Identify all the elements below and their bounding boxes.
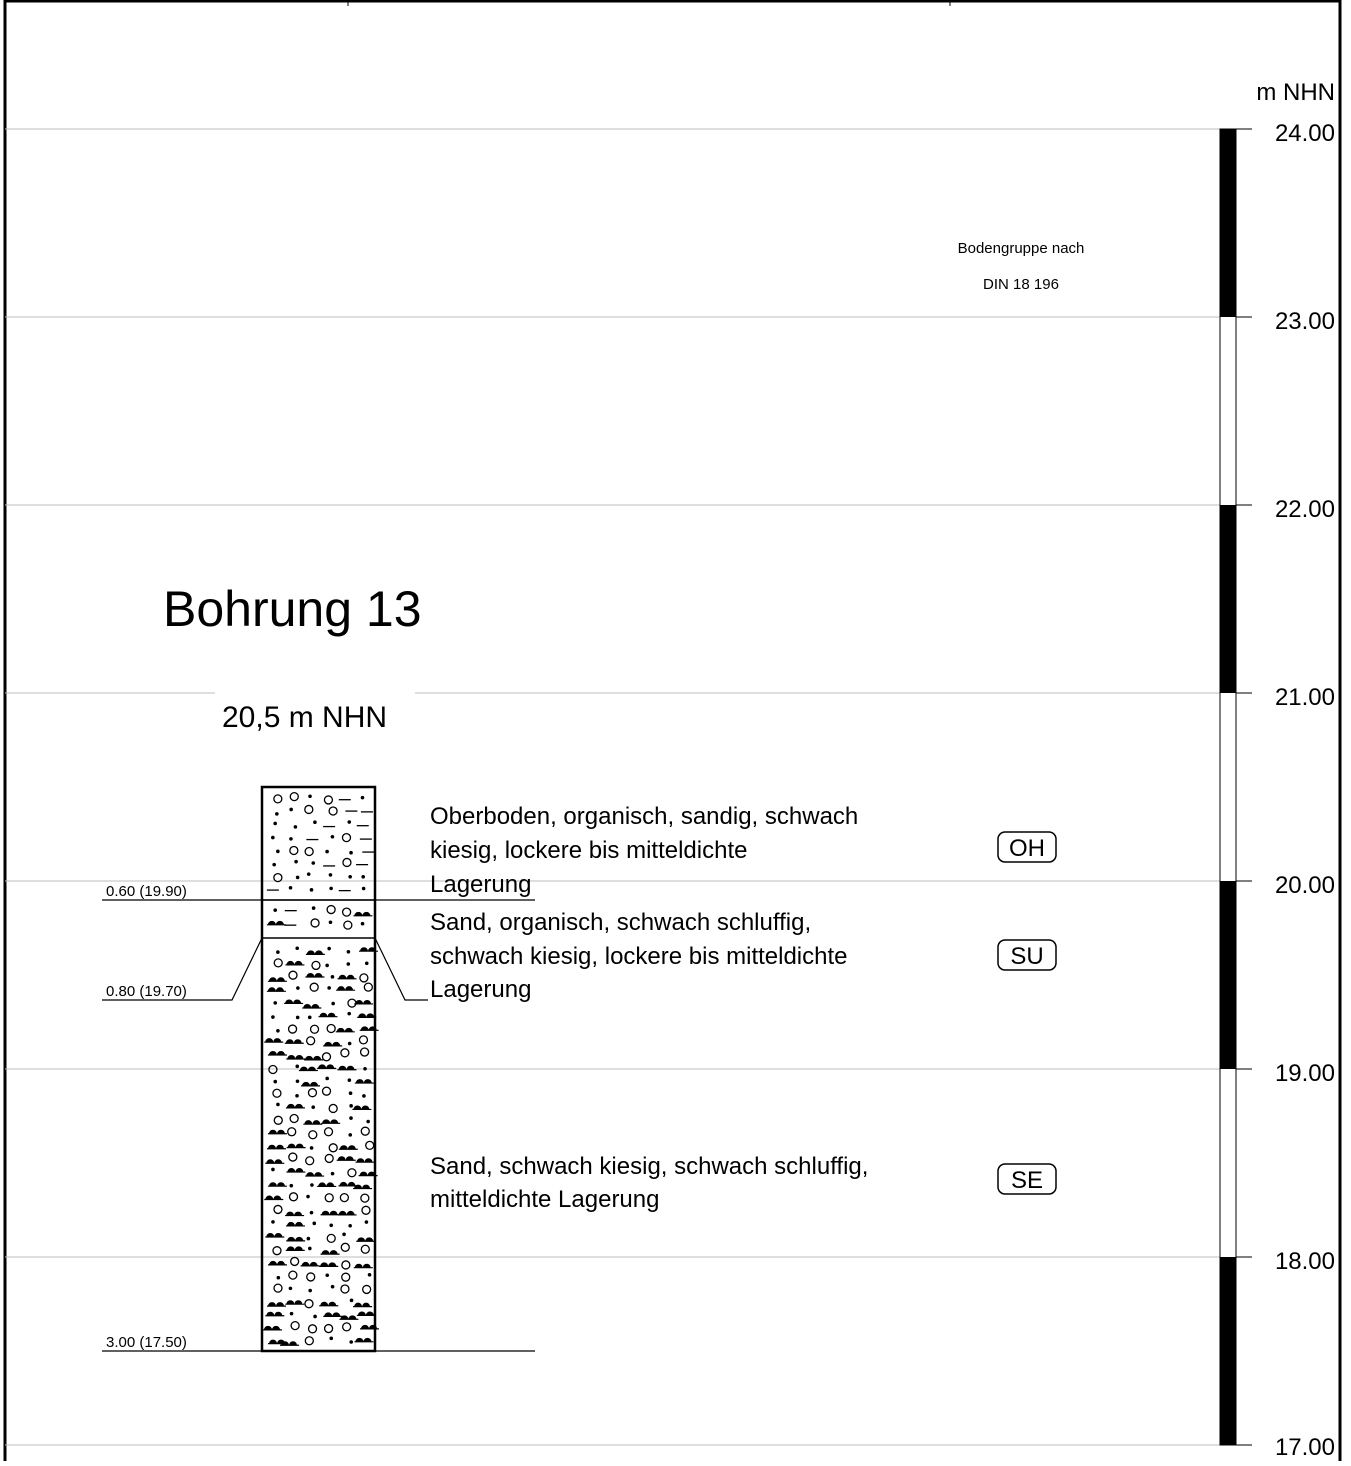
- soil-symbol-gravel: [325, 1194, 333, 1202]
- soil-symbol-gravel: [305, 1300, 313, 1308]
- soil-symbol-gravel: [343, 858, 351, 866]
- soil-symbol-gravel: [312, 961, 320, 969]
- elevation-unit-label: m NHN: [1256, 79, 1335, 106]
- layer-description-se: [430, 1153, 868, 1213]
- soil-group-code: OH: [1009, 835, 1045, 862]
- soil-symbol-dot: [307, 872, 311, 876]
- soil-symbol-gravel: [305, 1337, 313, 1345]
- layer-description-line: Lagerung: [430, 871, 532, 898]
- soil-symbol-dot: [273, 908, 277, 912]
- soil-symbol-dot: [368, 1273, 372, 1277]
- soil-symbol-dot: [348, 1042, 352, 1046]
- soil-group-code: SE: [1010, 1167, 1044, 1194]
- soil-symbol-gravel: [305, 805, 313, 813]
- soil-symbol-gravel: [309, 1131, 317, 1139]
- soil-symbol-dot: [271, 836, 275, 840]
- soil-symbol-dot: [329, 887, 333, 891]
- scale-label: 18.00: [1274, 1248, 1335, 1275]
- soil-symbol-gravel: [324, 796, 332, 804]
- layer-description-line: kiesig, lockere bis mitteldichte: [430, 837, 748, 864]
- soil-symbol-gravel: [288, 1128, 296, 1136]
- soil-symbol-dot: [310, 1146, 314, 1150]
- soil-symbol-gravel: [362, 1206, 370, 1214]
- soil-symbol-gravel: [306, 1157, 314, 1165]
- soil-symbol-dot: [348, 1078, 352, 1082]
- soil-symbol-dot: [276, 950, 280, 954]
- soil-symbol-dot: [308, 794, 312, 798]
- layer-description-oh: [430, 803, 858, 898]
- soil-symbol-gravel: [310, 983, 318, 991]
- soil-symbol-dot: [327, 986, 331, 990]
- layer-description-line: Sand, organisch, schwach schluffig,: [430, 909, 812, 936]
- scale-bar-black-segment: [1220, 1257, 1236, 1445]
- soil-symbol-gravel: [329, 1144, 337, 1152]
- scale-label: 24.00: [1274, 120, 1335, 147]
- soil-symbol-dot: [295, 946, 299, 950]
- soil-symbol-dot: [289, 886, 293, 890]
- borehole-title: Bohrung 13: [163, 581, 422, 637]
- soil-symbol-dot: [329, 920, 333, 924]
- soil-symbol-gravel: [348, 1169, 356, 1177]
- soil-symbol-gravel: [274, 1284, 282, 1292]
- soil-symbol-gravel: [344, 921, 352, 929]
- soil-symbol-dot: [271, 1220, 275, 1224]
- soil-symbol-gravel: [342, 834, 350, 842]
- soil-symbol-gravel: [289, 1025, 297, 1033]
- soil-symbol-dot: [349, 851, 353, 855]
- scale-label: 22.00: [1274, 496, 1335, 523]
- soil-symbol-gravel: [363, 1285, 371, 1293]
- soil-symbol-gravel: [360, 974, 368, 982]
- soil-symbol-gravel: [290, 846, 298, 854]
- soil-symbol-dot: [273, 822, 277, 826]
- soil-symbol-gravel: [290, 1193, 298, 1201]
- scale-label: 17.00: [1274, 1434, 1335, 1461]
- soil-symbol-gravel: [340, 1194, 348, 1202]
- soil-symbol-dot: [361, 796, 365, 800]
- soil-symbol-gravel: [274, 874, 282, 882]
- soil-symbol-dot: [362, 887, 366, 891]
- soil-symbol-gravel: [323, 1053, 331, 1061]
- soil-symbol-dot: [331, 975, 335, 979]
- scale-label: 20.00: [1274, 872, 1335, 899]
- soil-symbol-dot: [331, 1002, 335, 1006]
- soil-symbol-gravel: [291, 1257, 299, 1265]
- soil-symbol-dot: [273, 1080, 277, 1084]
- layer-description-line: Lagerung: [430, 976, 532, 1003]
- soil-symbol-gravel: [290, 793, 298, 801]
- soil-symbol-dot: [313, 820, 317, 824]
- soil-symbol-dot: [308, 1016, 312, 1020]
- soil-symbol-dot: [311, 861, 315, 865]
- soil-symbol-gravel: [329, 1104, 337, 1112]
- soil-symbol-dot: [349, 1116, 353, 1120]
- soil-symbol-dot: [348, 875, 352, 879]
- soil-group-code: SU: [1010, 943, 1044, 970]
- soil-symbol-dot: [350, 1299, 354, 1303]
- soil-symbol-dot: [290, 1312, 294, 1316]
- soil-symbol-gravel: [323, 1087, 331, 1095]
- soil-symbol-dot: [271, 1015, 275, 1019]
- soil-symbol-dot: [308, 1247, 312, 1251]
- scale-bar-black-segment: [1220, 129, 1236, 317]
- soil-symbol-gravel: [361, 1194, 369, 1202]
- soil-symbol-dot: [277, 1276, 281, 1280]
- soil-symbol-gravel: [274, 1116, 282, 1124]
- soil-symbol-dot: [342, 1232, 346, 1236]
- scale-label: 19.00: [1274, 1060, 1335, 1087]
- soil-symbol-gravel: [342, 1273, 350, 1281]
- soil-symbol-dot: [365, 1220, 369, 1224]
- soil-symbol-dot: [307, 1237, 311, 1241]
- soil-symbol-dot: [308, 1289, 312, 1293]
- soil-group-badge-su: [998, 940, 1056, 970]
- soil-symbol-gravel: [290, 1115, 298, 1123]
- soil-symbol-dot: [313, 1315, 317, 1319]
- soil-symbol-gravel: [348, 999, 356, 1007]
- soil-symbol-dot: [347, 1012, 351, 1016]
- soil-symbol-dot: [289, 837, 293, 841]
- soil-symbol-gravel: [327, 1024, 335, 1032]
- soil-symbol-dot: [296, 986, 300, 990]
- soil-symbol-dot: [295, 1065, 299, 1069]
- soil-symbol-gravel: [289, 1153, 297, 1161]
- soil-group-heading-line2: DIN 18 196: [983, 276, 1059, 293]
- soil-symbol-dot: [325, 1273, 329, 1277]
- soil-symbol-dot: [331, 835, 335, 839]
- soil-symbol-gravel: [343, 908, 351, 916]
- soil-symbol-dot: [347, 820, 351, 824]
- soil-symbol-dot: [311, 1105, 315, 1109]
- depth-label: 0.80 (19.70): [106, 983, 187, 1000]
- soil-symbol-gravel: [273, 1089, 281, 1097]
- soil-symbol-dot: [329, 1223, 333, 1227]
- ground-level-label: 20,5 m NHN: [222, 701, 388, 734]
- soil-symbol-gravel: [361, 1127, 369, 1135]
- soil-symbol-dot: [329, 873, 333, 877]
- soil-symbol-dot: [349, 1104, 353, 1108]
- scale-bar-outline: [1220, 129, 1236, 1445]
- soil-symbol-dot: [349, 1340, 353, 1344]
- soil-symbol-dot: [325, 1077, 329, 1081]
- soil-symbol-gravel: [273, 1247, 281, 1255]
- soil-group-heading-line1: Bodengruppe nach: [957, 240, 1085, 257]
- depth-label: 3.00 (17.50): [106, 1334, 187, 1351]
- soil-symbol-gravel: [361, 1048, 369, 1056]
- soil-symbol-gravel: [341, 1243, 349, 1251]
- soil-symbol-dot: [331, 1285, 335, 1289]
- soil-symbol-dot: [294, 825, 298, 829]
- soil-symbol-gravel: [274, 959, 282, 967]
- soil-symbol-gravel: [269, 1066, 277, 1074]
- soil-symbol-dot: [325, 850, 329, 854]
- soil-symbol-dot: [289, 1287, 293, 1291]
- soil-symbol-gravel: [311, 1025, 319, 1033]
- soil-symbol-dot: [273, 1001, 277, 1005]
- soil-symbol-dot: [325, 964, 329, 968]
- layer-description-line: schwach kiesig, lockere bis mitteldichte: [430, 943, 848, 970]
- soil-symbol-gravel: [341, 1049, 349, 1057]
- soil-symbol-dot: [289, 808, 293, 812]
- scale-label: 21.00: [1274, 684, 1335, 711]
- depth-label: 0.60 (19.90): [106, 883, 187, 900]
- soil-symbol-dot: [306, 1195, 310, 1199]
- soil-symbol-dot: [312, 906, 316, 910]
- layer-description-line: Oberboden, organisch, sandig, schwach: [430, 803, 859, 830]
- soil-symbol-gravel: [343, 1323, 351, 1331]
- soil-group-badge-oh: [998, 832, 1056, 862]
- soil-symbol-gravel: [307, 1273, 315, 1281]
- soil-symbol-dot: [276, 1029, 280, 1033]
- soil-symbol-dot: [346, 962, 350, 966]
- soil-symbol-dot: [271, 1168, 275, 1172]
- depth-line-2-right: [375, 938, 428, 1000]
- soil-symbol-dot: [331, 1172, 335, 1176]
- soil-symbol-gravel: [364, 983, 372, 991]
- soil-symbol-dot: [296, 1079, 300, 1083]
- soil-symbol-gravel: [274, 1205, 282, 1213]
- soil-symbol-dot: [348, 1224, 352, 1228]
- layer-description-su: [430, 909, 848, 1003]
- soil-symbol-gravel: [325, 1154, 333, 1162]
- elevation-scale-bar: [1220, 129, 1236, 1445]
- soil-symbol-gravel: [325, 1325, 333, 1333]
- scale-bar-black-segment: [1220, 505, 1236, 693]
- soil-symbol-dot: [329, 1337, 333, 1341]
- soil-symbol-dot: [275, 812, 279, 816]
- soil-symbol-gravel: [325, 1128, 333, 1136]
- soil-symbol-gravel: [311, 919, 319, 927]
- soil-symbol-gravel: [359, 1036, 367, 1044]
- soil-symbol-gravel: [342, 1261, 350, 1269]
- elevation-grid: [5, 129, 1222, 1445]
- layer-description-line: mitteldichte Lagerung: [430, 1186, 660, 1213]
- soil-symbol-dot: [276, 850, 280, 854]
- layer-description-line: Sand, schwach kiesig, schwach schluffig,: [430, 1153, 869, 1180]
- soil-symbol-gravel: [327, 906, 335, 914]
- soil-symbol-dot: [349, 1091, 353, 1095]
- soil-symbol-dot: [310, 1211, 314, 1215]
- soil-symbol-gravel: [366, 1141, 374, 1149]
- soil-symbol-dot: [366, 1120, 370, 1124]
- soil-symbol-dot: [347, 950, 351, 954]
- scale-label: 23.00: [1274, 308, 1335, 335]
- soil-symbol-gravel: [327, 1234, 335, 1242]
- scale-bar-black-segment: [1220, 881, 1236, 1069]
- soil-symbol-dot: [361, 922, 365, 926]
- soil-symbol-gravel: [274, 795, 282, 803]
- soil-symbol-dot: [310, 1183, 314, 1187]
- soil-symbol-dot: [312, 1222, 316, 1226]
- soil-symbol-gravel: [307, 1037, 315, 1045]
- soil-symbol-gravel: [308, 1089, 316, 1097]
- soil-symbol-gravel: [329, 807, 337, 815]
- soil-symbol-gravel: [289, 971, 297, 979]
- soil-symbol-gravel: [361, 1245, 369, 1253]
- scale-ticks: [1236, 129, 1252, 1445]
- soil-symbol-dot: [272, 863, 276, 867]
- soil-symbol-dot: [289, 1184, 293, 1188]
- soil-symbol-dot: [327, 947, 331, 951]
- soil-symbol-dot: [295, 1094, 299, 1098]
- soil-symbol-dot: [296, 876, 300, 880]
- soil-symbol-gravel: [305, 848, 313, 856]
- soil-symbol-dot: [361, 875, 365, 879]
- soil-symbol-dot: [294, 860, 298, 864]
- soil-symbol-gravel: [289, 1271, 297, 1279]
- soil-group-badge-se: [998, 1164, 1056, 1194]
- soil-symbol-dot: [296, 1016, 300, 1020]
- soil-symbol-dot: [365, 961, 369, 965]
- soil-symbol-gravel: [341, 1285, 349, 1293]
- soil-symbol-gravel: [309, 1325, 317, 1333]
- soil-symbol-dot: [362, 1094, 366, 1098]
- soil-symbol-dot: [348, 1133, 352, 1137]
- soil-symbol-dot: [310, 888, 314, 892]
- soil-symbol-dot: [276, 1103, 280, 1107]
- soil-symbol-gravel: [291, 1322, 299, 1330]
- soil-symbol-dot: [363, 1067, 367, 1071]
